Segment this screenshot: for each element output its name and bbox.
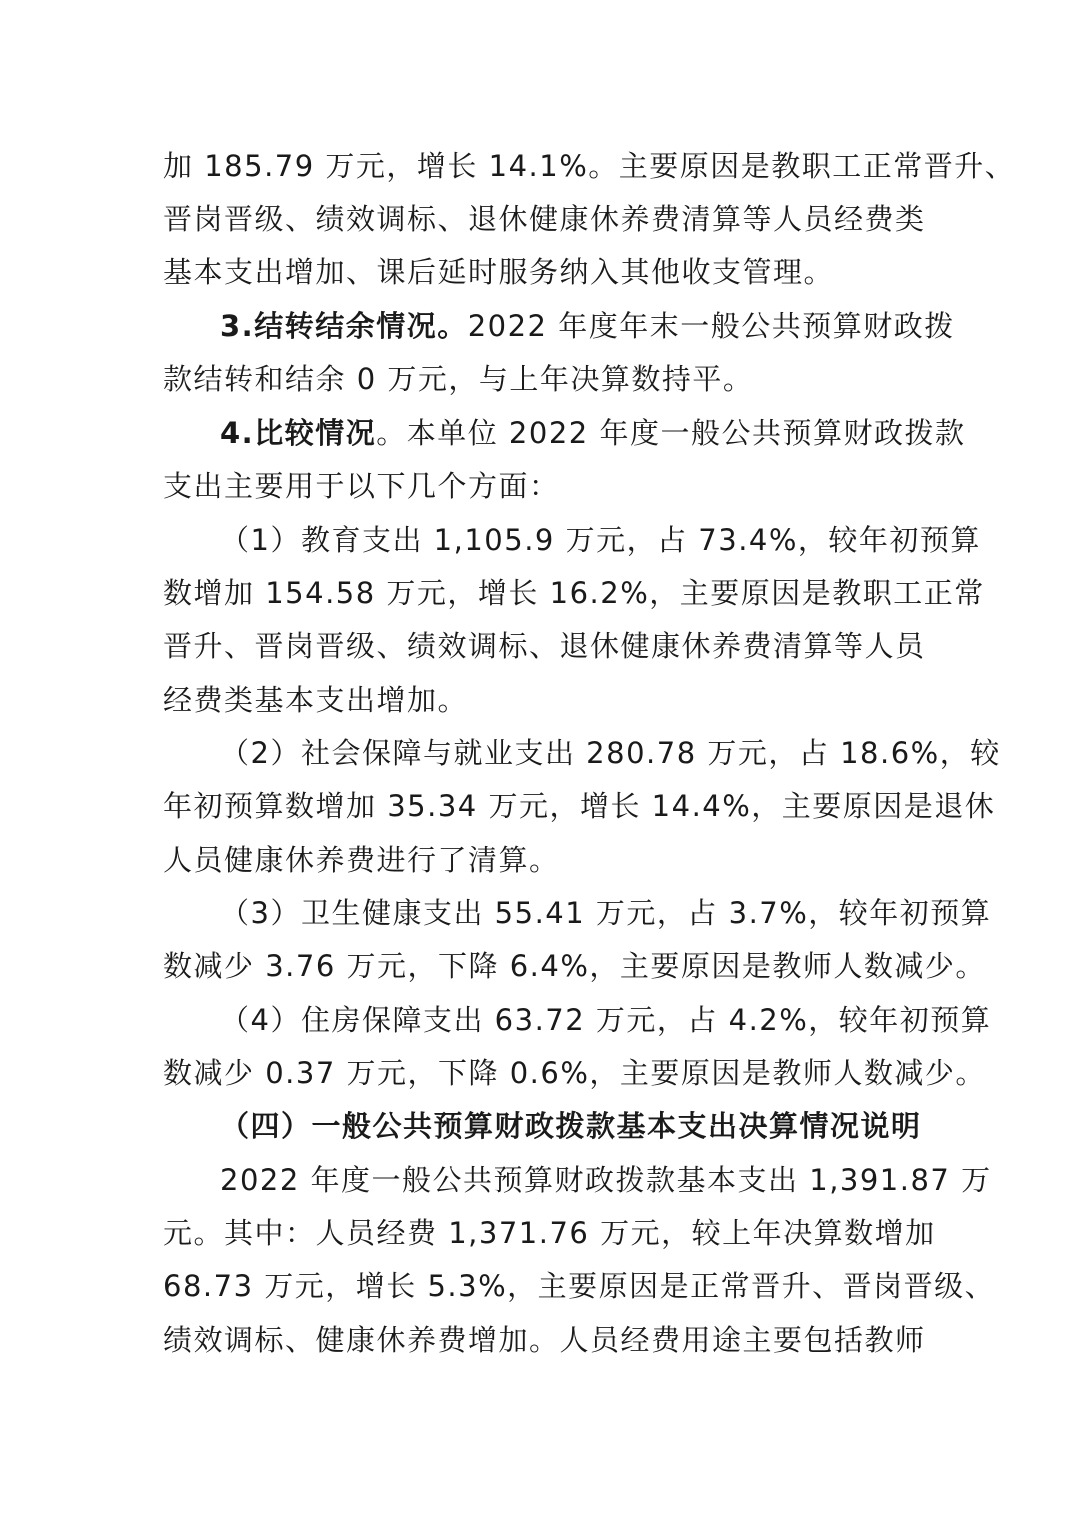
text-line: 数减少 3.76 万元，下降 6.4%，主要原因是教师人数减少。 (163, 949, 986, 983)
text-line: 晋岗晋级、绩效调标、退休健康休养费清算等人员经费类 (163, 202, 926, 236)
text-line: （1）教育支出 1,105.9 万元，占 73.4%，较年初预算 (220, 523, 981, 557)
text-line: 元。其中：人员经费 1,371.76 万元，较上年决算数增加 (163, 1216, 936, 1250)
text-line: 支出主要用于以下几个方面： (163, 469, 560, 503)
section-heading: （四）一般公共预算财政拨款基本支出决算情况说明 (220, 1109, 922, 1143)
text-line: 2022 年度一般公共预算财政拨款基本支出 1,391.87 万 (220, 1163, 992, 1197)
text-line: （3）卫生健康支出 55.41 万元，占 3.7%，较年初预算 (220, 896, 992, 930)
text-line (220, 413, 965, 453)
text-line: 加 185.79 万元，增长 14.1%。主要原因是教职工正常晋升、 (163, 149, 1016, 183)
text-line: （4）住房保障支出 63.72 万元，占 4.2%，较年初预算 (220, 1003, 992, 1037)
subheading: 4.比较情况 (220, 416, 377, 450)
text-line (220, 306, 955, 346)
text-line: 68.73 万元，增长 5.3%，主要原因是正常晋升、晋岗晋级、 (163, 1269, 996, 1303)
text-line: （2）社会保障与就业支出 280.78 万元，占 18.6%，较 (220, 736, 1001, 770)
text-line: 晋升、晋岗晋级、绩效调标、退休健康休养费清算等人员 (163, 629, 926, 663)
text-line: 基本支出增加、课后延时服务纳入其他收支管理。 (163, 255, 835, 289)
text-line: 绩效调标、健康休养费增加。人员经费用途主要包括教师 (163, 1323, 926, 1357)
text-run: 。本单位 2022 年度一般公共预算财政拨款 (376, 416, 966, 450)
text-line: 经费类基本支出增加。 (163, 683, 469, 717)
subheading: 3.结转结余情况。 (220, 309, 468, 343)
text-line: 人员健康休养费进行了清算。 (163, 843, 560, 877)
text-line: 数减少 0.37 万元，下降 0.6%，主要原因是教师人数减少。 (163, 1056, 986, 1090)
text-run: 2022 年度年末一般公共预算财政拨 (467, 309, 955, 343)
text-line: 款结转和结余 0 万元，与上年决算数持平。 (163, 362, 754, 396)
text-line: 年初预算数增加 35.34 万元，增长 14.4%，主要原因是退休 (163, 789, 996, 823)
text-line: 数增加 154.58 万元，增长 16.2%，主要原因是教职工正常 (163, 576, 985, 610)
